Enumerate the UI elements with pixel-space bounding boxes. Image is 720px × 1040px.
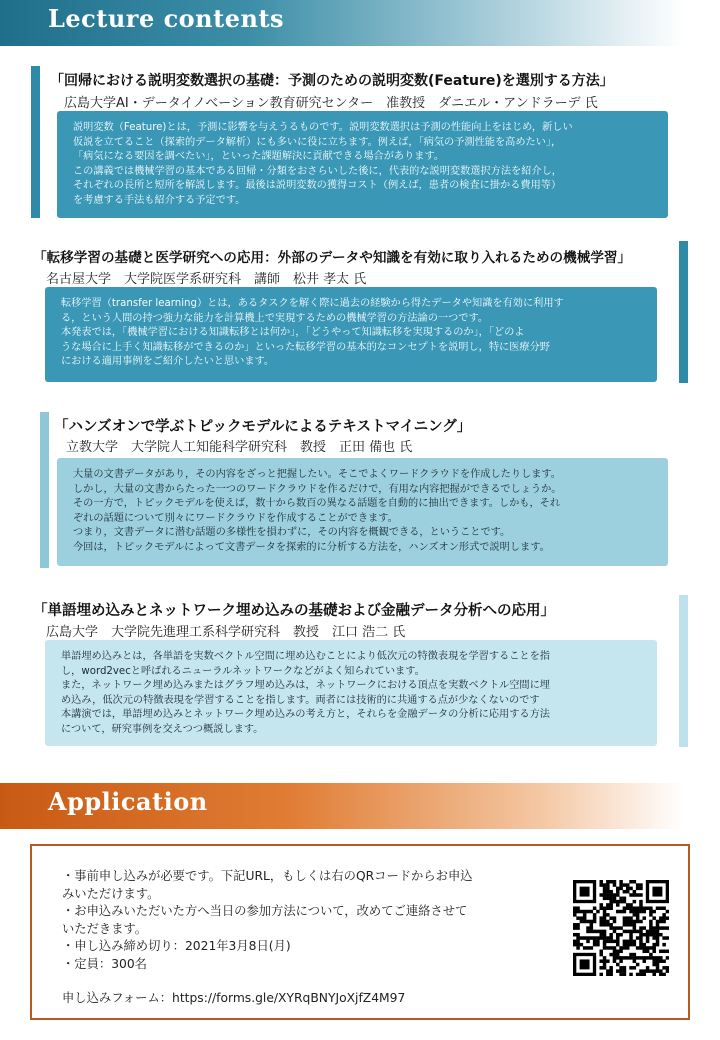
- lecture-4-line: し，word2vecと呼ばれるニューラルネットワークなどがよく知られています。: [61, 665, 425, 677]
- lecture-3-line: つまり，文書データに潜む話題の多様性を損わずに，その内容を概観できる，ということです。: [73, 527, 511, 539]
- lecture-1-affiliation: 広島大学AI・データイノベーション教育研究センター 准教授 ダニエル・アンドラーデ 氏: [64, 96, 598, 111]
- application-line: ・申し込み締め切り：2021年3月8日(月): [62, 939, 291, 953]
- lecture-2-affiliation: 名古屋大学 大学院医学系研究科 講師 松井 孝太 氏: [46, 272, 367, 287]
- application-box: [30, 844, 690, 1020]
- lecture-3-accent-bar: [40, 412, 49, 568]
- application-line: みいただけます。: [62, 886, 160, 901]
- lecture-3-line: その一方で，トピックモデルを使えば，数十から数百の異なる話題を自動的に抽出できます。しかも，それ: [73, 498, 561, 510]
- lecture-2-line: うな場合に上手く知識転移ができるのか」といった転移学習の基本的なコンセプトを説明し，特に医療分野: [61, 341, 550, 353]
- lecture-1-line: それぞれの長所と短所を解説します。最後は説明変数の獲得コスト（例えば，患者の検査に掛かる費用等）: [73, 180, 562, 192]
- application-details: [62, 868, 562, 973]
- lecture-4-line: 単語埋め込みとは，各単語を実数ベクトル空間に埋め込むことにより低次元の特徴表現を学習することを指: [61, 651, 550, 662]
- lecture-3-description: [57, 458, 668, 566]
- lecture-1-accent-bar: [31, 66, 40, 218]
- lecture-4-line: め込み，低次元の特徴表現を学習することを指します。両者には技術的に共通する点が少なくないのです: [61, 694, 540, 706]
- lecture-1-line: 説明変数（Feature)とは，予測に影響を与えうるものです。説明変数選択は予測の性能向上をはじめ，新しい: [73, 122, 573, 133]
- lecture-2-accent-bar: [679, 241, 688, 383]
- lecture-4-accent-bar: [679, 595, 688, 747]
- lecture-4-line: また，ネットワーク埋め込みまたはグラフ埋め込みは，ネットワークにおける頂点を実数ベクトル空間に埋: [61, 680, 550, 692]
- lecture-3-affiliation: 立教大学 大学院人工知能科学研究科 教授 正田 備也 氏: [66, 440, 413, 455]
- application-line: ・お申込みいただいた方へ当日の参加方法について，改めてご連絡させて: [62, 904, 468, 918]
- lecture-4-line: について，研究事例を交えつつ概説します。: [61, 723, 264, 735]
- application-form-link[interactable]: 申し込みフォーム：https://forms.gle/XYRqBNYJoXjfZ4M97: [62, 991, 406, 1005]
- lecture-1-description: [57, 111, 668, 218]
- lecture-3-line: しかし，大量の文書からたった一つのワードクラウドを作るだけで，有用な内容把握ができるでしょうか。: [73, 483, 562, 495]
- lecture-2-line: る，という人間の持つ強力な能力を計算機上で実現するための機械学習の方法論の一つです。: [61, 312, 489, 324]
- application-line: ・定員：300名: [62, 956, 147, 971]
- lecture-4-affiliation: 広島大学 大学院先進理工系科学研究科 教授 江口 浩二 氏: [46, 625, 406, 640]
- lecture-1-line: 「病気になる要因を調べたい」，といった課題解決に貢献できる場合があります。: [73, 151, 445, 163]
- lecture-3-line: 今回は，トピックモデルによって文書データを探索的に分析する方法を，ハンズオン形式で説明します。: [73, 541, 550, 553]
- application-line: ・事前申し込みが必要です。下記URL，もしくは右のQRコードからお申込: [62, 869, 473, 883]
- lecture-4-line: 本講演では，単語埋め込みとネットワーク埋め込みの考え方と，それらを金融データの分析に応用する方法: [61, 709, 550, 721]
- lecture-2-title: 「転移学習の基礎と医学研究への応用：外部のデータや知識を有効に取り入れるための機械学習」: [33, 250, 632, 266]
- lecture-4-description: [45, 640, 657, 746]
- application-header: [0, 783, 720, 829]
- lecture-1-title: 「回帰における説明変数選択の基礎：予測のための説明変数(Feature)を選別する方法」: [50, 73, 614, 89]
- lecture-3-title: 「ハンズオンで学ぶトピックモデルによるテキストマイニング」: [54, 419, 472, 435]
- lecture-1-line: この講義では機械学習の基本である回帰・分類をおさらいした後に，代表的な説明変数選択方法を紹介し，: [73, 165, 562, 177]
- lecture-3-line: ぞれの話題について別々にワードクラウドを作成することができます。: [73, 512, 398, 524]
- qr-code-icon[interactable]: [573, 880, 669, 976]
- lecture-2-line: 転移学習（transfer learning）とは，あるタスクを解く際に過去の経験から得たデータや知識を有効に利用す: [61, 298, 564, 309]
- application-line: いただきます。: [62, 921, 148, 936]
- application-heading: Application: [48, 787, 208, 816]
- lecture-contents-heading: Lecture contents: [48, 4, 285, 33]
- lecture-1-line: を考慮する手法も紹介する予定です。: [73, 194, 246, 206]
- lecture-2-description: [45, 287, 657, 382]
- lecture-2-line: における適用事例をご紹介したいと思います。: [61, 356, 275, 368]
- lecture-contents-header: [0, 0, 720, 46]
- lecture-4-title: 「単語埋め込みとネットワーク埋め込みの基礎および金融データ分析への応用」: [33, 603, 555, 619]
- lecture-1-line: 仮説を立てること（探索的データ解析）にも多いに役に立ちます。例えば，「病気の予測性能を高めたい」，: [73, 136, 562, 148]
- lecture-2-line: 本発表では，「機械学習における知識転移とは何か」，「どうやって知識転移を実現するのか」，「どのよ: [61, 327, 525, 339]
- lecture-3-line: 大量の文書データがあり，その内容をざっと把握したい。そこでよくワードクラウドを作成したりします。: [73, 469, 561, 480]
